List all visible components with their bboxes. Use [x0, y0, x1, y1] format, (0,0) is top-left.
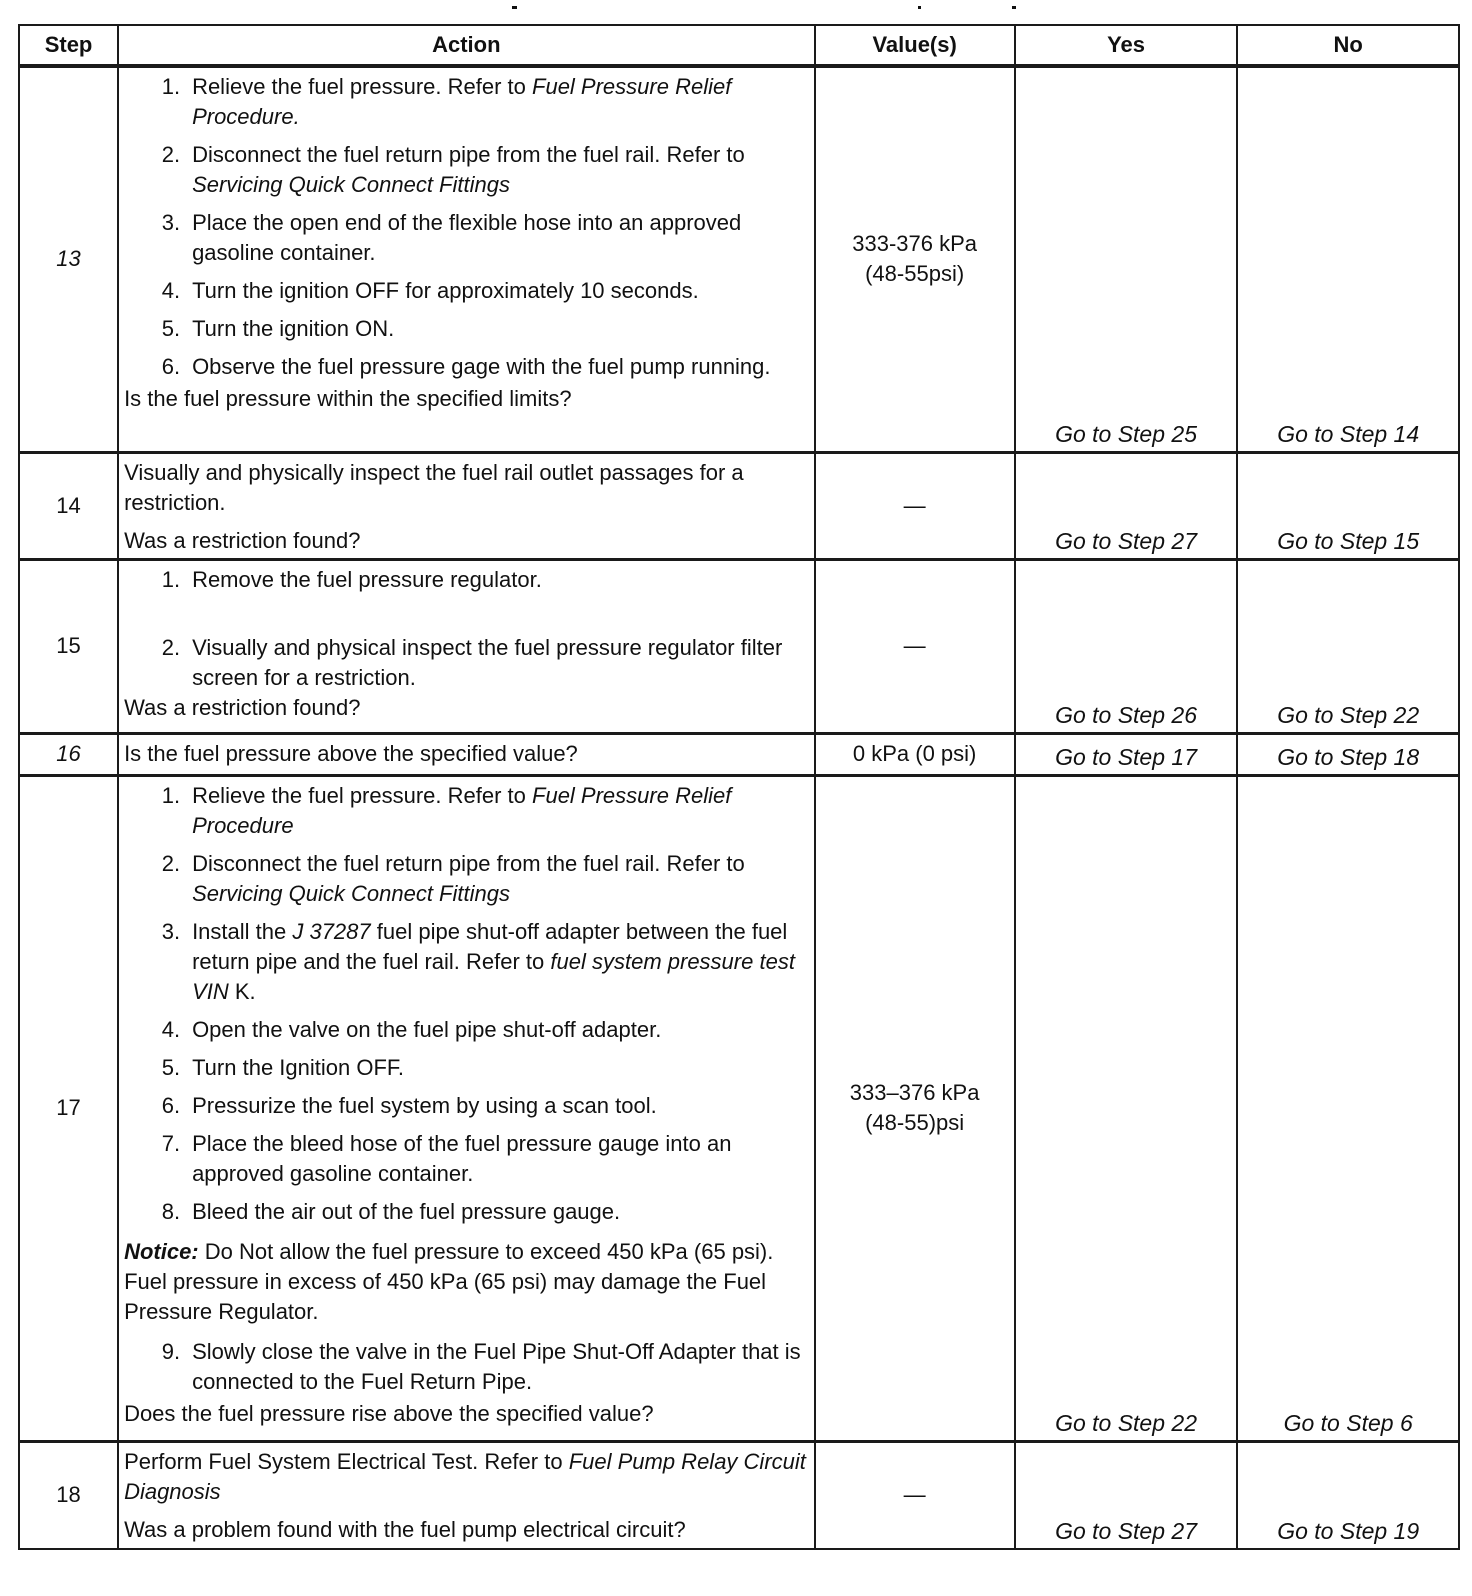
action-text: Visually and physically inspect the fuel rail outlet passages for a restriction.	[124, 459, 744, 515]
step-number: 14	[19, 452, 118, 559]
col-header-values: Value(s)	[815, 25, 1015, 66]
step-question: Is the fuel pressure within the specified limits?	[124, 386, 572, 411]
col-header-yes: Yes	[1015, 25, 1238, 66]
col-header-no: No	[1237, 25, 1459, 66]
yes-action: Go to Step 25	[1015, 66, 1238, 452]
list-item: 2. Visually and physical inspect the fuel pressure regulator filter screen for a restriction.	[161, 634, 783, 690]
no-action: Go to Step 22	[1237, 559, 1459, 733]
list-item: 5. Turn the ignition ON.	[161, 316, 395, 341]
value-line: (48-55psi)	[865, 261, 965, 287]
notice-label: Notice:	[124, 1238, 199, 1264]
value-cell: 0 kPa (0 psi)	[815, 733, 1015, 775]
no-action: Go to Step 15	[1237, 452, 1459, 559]
list-item: 4. Turn the ignition OFF for approximately 10 seconds.	[161, 278, 699, 303]
scan-artifacts	[0, 0, 1472, 22]
action-text: Perform Fuel System Electrical Test. Refer to Fuel Pump Relay Circuit Diagnosis	[124, 1448, 806, 1504]
table-row	[19, 452, 1459, 559]
diagnostic-table	[18, 24, 1460, 1550]
action-cell	[118, 66, 815, 452]
yes-action: Go to Step 27	[1015, 1441, 1238, 1549]
step-question: Does the fuel pressure rise above the specified value?	[124, 1400, 654, 1426]
action-cell	[118, 559, 815, 733]
action-cell	[118, 733, 815, 775]
value-cell: —	[815, 559, 1015, 733]
value-line: 333-376 kPa	[852, 231, 978, 257]
action-cell	[118, 775, 815, 1441]
list-item: 2. Disconnect the fuel return pipe from the fuel rail. Refer to Servicing Quick Connect Fittings	[161, 142, 745, 197]
action-steps	[124, 72, 808, 382]
value-cell: —	[815, 1441, 1015, 1549]
list-item: 3. Install the J 37287 fuel pipe shut-off adapter between the fuel return pipe and the fuel rail. Refer to fuel system pressure test VIN K.	[161, 918, 795, 1004]
value-line: (48-55)psi	[865, 1110, 965, 1135]
list-item: 6. Pressurize the fuel system by using a scan tool.	[161, 1092, 657, 1118]
table-row	[19, 733, 1459, 775]
table-row	[19, 1441, 1459, 1549]
table-row	[19, 66, 1459, 452]
step-number: 16	[19, 733, 118, 775]
col-header-action: Action	[118, 25, 815, 66]
list-item: 6. Observe the fuel pressure gage with the fuel pump running.	[161, 354, 771, 379]
step-question: Was a restriction found?	[124, 694, 361, 720]
notice-text: Notice: Do Not allow the fuel pressure to exceed 450 kPa (65 psi). Fuel pressure in excess of 450 kPa (65 psi) may damage the Fuel Pressure Regulator.	[124, 1238, 774, 1324]
step-question: Was a problem found with the fuel pump electrical circuit?	[124, 1516, 686, 1542]
yes-action: Go to Step 17	[1015, 733, 1238, 775]
header-row	[19, 25, 1459, 66]
col-header-step: Step	[19, 25, 118, 66]
value-cell: —	[815, 452, 1015, 559]
table-row	[19, 559, 1459, 733]
action-steps	[124, 565, 808, 693]
list-item: 8. Bleed the air out of the fuel pressure gauge.	[161, 1198, 621, 1224]
no-action: Go to Step 19	[1237, 1441, 1459, 1549]
step-number: 15	[19, 559, 118, 733]
no-action: Go to Step 14	[1237, 66, 1459, 452]
action-steps	[124, 781, 808, 1227]
value-cell	[815, 775, 1015, 1441]
list-item: 5. Turn the Ignition OFF.	[161, 1054, 405, 1080]
action-cell	[118, 452, 815, 559]
yes-action: Go to Step 27	[1015, 452, 1238, 559]
action-steps	[124, 1337, 808, 1397]
list-item: 1. Remove the fuel pressure regulator.	[161, 566, 542, 592]
list-item: 1. Relieve the fuel pressure. Refer to Fuel Pressure Relief Procedure	[161, 782, 732, 838]
step-question: Is the fuel pressure above the specified value?	[124, 740, 578, 766]
no-action: Go to Step 6	[1237, 775, 1459, 1441]
yes-action: Go to Step 26	[1015, 559, 1238, 733]
list-item: 4. Open the valve on the fuel pipe shut-off adapter.	[161, 1016, 662, 1042]
list-item: 3. Place the open end of the flexible hose into an approved gasoline container.	[161, 210, 742, 265]
step-question: Was a restriction found?	[124, 527, 361, 553]
list-item: 1. Relieve the fuel pressure. Refer to Fuel Pressure Relief Procedure.	[161, 74, 732, 129]
value-cell	[815, 66, 1015, 452]
yes-action: Go to Step 22	[1015, 775, 1238, 1441]
list-item: 2. Disconnect the fuel return pipe from the fuel rail. Refer to Servicing Quick Connect Fittings	[161, 850, 745, 906]
step-number: 17	[19, 775, 118, 1441]
list-item: 7. Place the bleed hose of the fuel pressure gauge into an approved gasoline container.	[161, 1130, 732, 1186]
step-number: 13	[19, 66, 118, 452]
no-action: Go to Step 18	[1237, 733, 1459, 775]
table-row	[19, 775, 1459, 1441]
step-number: 18	[19, 1441, 118, 1549]
list-item: 9. Slowly close the valve in the Fuel Pipe Shut-Off Adapter that is connected to the Fuel Return Pipe.	[161, 1338, 801, 1394]
action-cell	[118, 1441, 815, 1549]
value-line: 333–376 kPa	[849, 1080, 980, 1105]
